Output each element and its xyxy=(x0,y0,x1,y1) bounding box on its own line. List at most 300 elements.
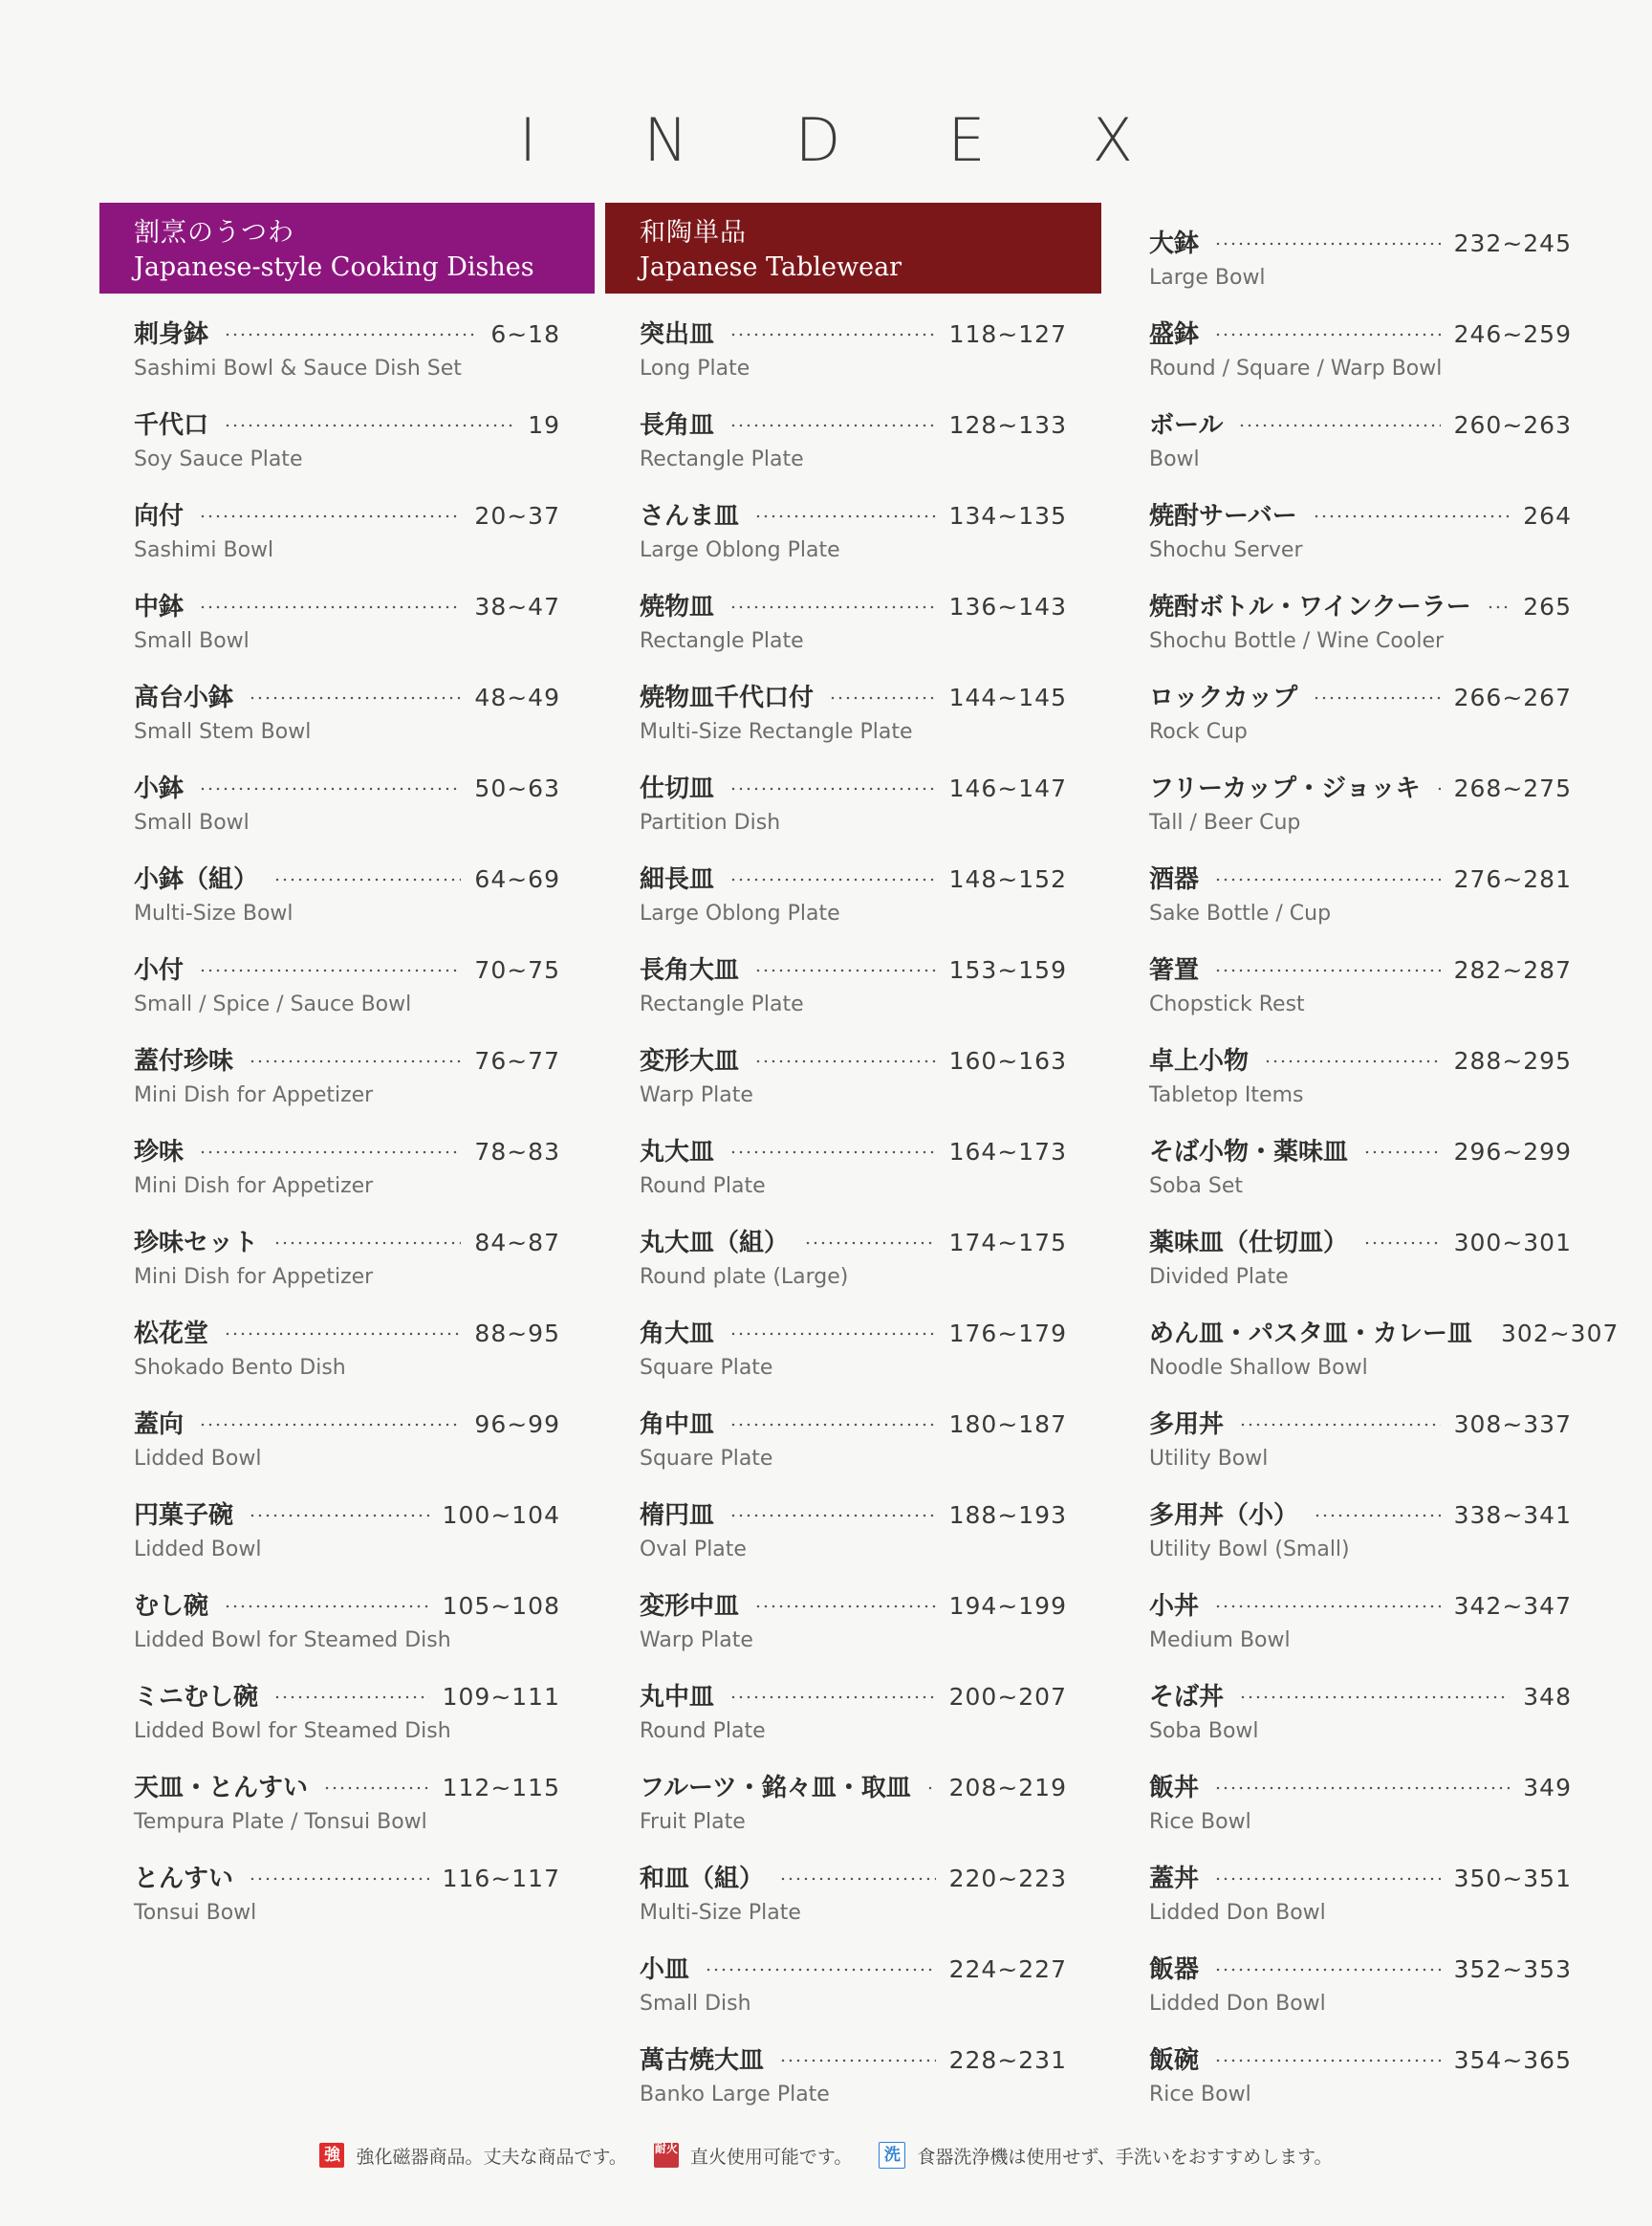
entry-line xyxy=(640,1314,1067,1354)
legend-item-handwash xyxy=(879,2142,1332,2169)
entry-jp-name: ロックカップ xyxy=(1149,684,1298,712)
dot-leader xyxy=(729,878,936,882)
dot-leader xyxy=(1214,2059,1441,2062)
entry-pages: 105~108 xyxy=(442,1592,560,1620)
entry-jp-name: 萬古焼大皿 xyxy=(640,2046,765,2075)
dot-leader xyxy=(224,1604,429,1608)
dot-leader xyxy=(199,605,461,609)
entry-en-name: Small Bowl xyxy=(134,811,250,835)
dot-leader xyxy=(926,1786,936,1790)
dot-leader xyxy=(1238,424,1440,427)
entry-en-name: Sashimi Bowl xyxy=(134,538,274,562)
entry-en-name: Tall / Beer Cup xyxy=(1149,811,1301,835)
entry-pages: 349 xyxy=(1523,1774,1572,1801)
dot-leader xyxy=(729,1514,936,1517)
dot-leader xyxy=(1313,696,1440,700)
index-entry xyxy=(640,1768,1067,1859)
entry-jp-name: 仕切皿 xyxy=(640,775,715,803)
entry-jp-name: 焼物皿千代口付 xyxy=(640,684,815,712)
index-entry xyxy=(134,860,560,950)
dot-leader xyxy=(273,878,461,882)
entry-line xyxy=(134,587,560,627)
dot-leader xyxy=(1214,242,1441,246)
entry-jp-name: 丸中皿 xyxy=(640,1683,715,1712)
entry-en-name: Round / Square / Warp Bowl xyxy=(1149,357,1443,381)
entry-jp-name: 中鉢 xyxy=(134,593,185,622)
entry-pages: 260~263 xyxy=(1453,411,1572,439)
entry-pages: 109~111 xyxy=(442,1683,560,1711)
entry-jp-name: 細長皿 xyxy=(640,865,715,894)
dot-leader xyxy=(1239,1695,1510,1699)
fireproof-icon: 耐火 xyxy=(654,2143,679,2168)
entry-en-name: Multi-Size Rectangle Plate xyxy=(640,720,913,744)
entry-pages: 76~77 xyxy=(474,1047,560,1075)
entry-line xyxy=(134,1223,560,1263)
entry-en-name: Divided Plate xyxy=(1149,1265,1289,1289)
entry-jp-name: 向付 xyxy=(134,502,185,531)
dot-leader xyxy=(779,1877,936,1881)
entry-jp-name: 松花堂 xyxy=(134,1320,209,1348)
index-entry xyxy=(640,496,1067,587)
index-entry xyxy=(640,1495,1067,1586)
entry-line xyxy=(1149,1314,1619,1354)
index-entry xyxy=(1149,587,1572,678)
index-entry xyxy=(1149,1041,1572,1132)
dot-leader xyxy=(779,2059,936,2062)
entry-en-name: Square Plate xyxy=(640,1447,773,1471)
entry-pages: 116~117 xyxy=(442,1865,560,1892)
section-header-tableware xyxy=(605,203,1101,294)
entry-pages: 208~219 xyxy=(948,1774,1067,1801)
entry-en-name: Tonsui Bowl xyxy=(134,1901,257,1925)
entry-pages: 296~299 xyxy=(1453,1138,1572,1166)
entry-line xyxy=(1149,587,1572,627)
entry-jp-name: 小鉢（組） xyxy=(134,865,259,894)
reinforced-icon: 強 xyxy=(319,2143,344,2168)
handwash-icon: 洗 xyxy=(879,2142,905,2169)
entry-jp-name: 焼酎サーバー xyxy=(1149,502,1297,531)
entry-jp-name: 酒器 xyxy=(1149,865,1200,894)
legend-item-fireproof xyxy=(654,2143,852,2169)
dot-leader xyxy=(1313,514,1511,518)
entry-jp-name: 円菓子碗 xyxy=(134,1501,234,1530)
entry-line xyxy=(1149,1586,1572,1626)
index-entry xyxy=(1149,1132,1572,1223)
entry-en-name: Medium Bowl xyxy=(1149,1628,1291,1652)
dot-leader xyxy=(1487,605,1511,609)
index-entry xyxy=(134,1495,560,1586)
index-entry xyxy=(640,769,1067,860)
dot-leader xyxy=(1214,969,1441,972)
entry-line xyxy=(640,1495,1067,1536)
dot-leader xyxy=(249,1059,461,1063)
entry-en-name: Large Oblong Plate xyxy=(640,538,840,562)
entry-en-name: Large Oblong Plate xyxy=(640,902,840,926)
entry-en-name: Oval Plate xyxy=(640,1538,747,1561)
legend-footer xyxy=(0,2142,1652,2169)
entry-pages: 144~145 xyxy=(948,684,1067,711)
entry-pages: 348 xyxy=(1523,1683,1572,1711)
dot-leader xyxy=(754,969,936,972)
index-entry xyxy=(640,1405,1067,1495)
index-entry xyxy=(1149,1314,1619,1405)
entry-pages: 246~259 xyxy=(1453,320,1572,348)
entry-jp-name: 千代口 xyxy=(134,411,209,440)
index-entry xyxy=(1149,1859,1572,1950)
entry-line xyxy=(1149,1405,1572,1445)
entry-en-name: Rice Bowl xyxy=(1149,2083,1251,2106)
entry-en-name: Warp Plate xyxy=(640,1628,753,1652)
entry-jp-name: そば小物・薬味皿 xyxy=(1149,1138,1349,1167)
entry-line xyxy=(1149,1677,1572,1717)
dot-leader xyxy=(729,1423,936,1427)
entry-line xyxy=(1149,678,1572,718)
entry-line xyxy=(1149,496,1572,536)
entry-line xyxy=(134,496,560,536)
entry-en-name: Lidded Bowl for Steamed Dish xyxy=(134,1719,451,1743)
entry-line xyxy=(640,1041,1067,1081)
dot-leader xyxy=(754,1604,936,1608)
entry-pages: 164~173 xyxy=(948,1138,1067,1166)
section-header-cooking-dishes xyxy=(99,203,595,294)
entry-en-name: Small Dish xyxy=(640,1992,751,2016)
section-header-en: Japanese Tablewear xyxy=(640,252,902,282)
entry-jp-name: 飯丼 xyxy=(1149,1774,1200,1802)
dot-leader xyxy=(729,1332,936,1336)
entry-jp-name: 飯器 xyxy=(1149,1955,1200,1984)
index-entry xyxy=(640,1586,1067,1677)
index-entry xyxy=(134,769,560,860)
dot-leader xyxy=(1436,787,1441,791)
entry-line xyxy=(134,405,560,446)
dot-leader xyxy=(1214,1604,1441,1608)
legend-text: 食器洗浄機は使用せず、手洗いをおすすめします。 xyxy=(917,2146,1333,2168)
entry-pages: 266~267 xyxy=(1453,684,1572,711)
entry-line xyxy=(134,860,560,900)
index-entry xyxy=(640,860,1067,950)
entry-jp-name: 刺身鉢 xyxy=(134,320,209,349)
entry-en-name: Soy Sauce Plate xyxy=(134,447,303,471)
index-entry xyxy=(1149,1223,1572,1314)
index-entry xyxy=(640,1041,1067,1132)
entry-en-name: Small Stem Bowl xyxy=(134,720,312,744)
entry-pages: 19 xyxy=(528,411,560,439)
entry-line xyxy=(134,1041,560,1081)
dot-leader xyxy=(729,1695,936,1699)
index-entry xyxy=(640,315,1067,405)
entry-jp-name: 高台小鉢 xyxy=(134,684,234,712)
entry-line xyxy=(1149,860,1572,900)
index-entry xyxy=(1149,405,1572,496)
entry-en-name: Shokado Bento Dish xyxy=(134,1356,346,1380)
entry-en-name: Chopstick Rest xyxy=(1149,993,1305,1016)
entry-pages: 112~115 xyxy=(442,1774,560,1801)
entry-jp-name: 薬味皿（仕切皿） xyxy=(1149,1229,1349,1257)
entry-line xyxy=(134,1677,560,1717)
entry-jp-name: めん皿・パスタ皿・カレー皿 xyxy=(1149,1320,1473,1348)
dot-leader xyxy=(1363,1150,1441,1154)
entry-pages: 64~69 xyxy=(474,865,560,893)
index-entry xyxy=(640,1859,1067,1950)
entry-en-name: Fruit Plate xyxy=(640,1810,746,1834)
legend-text: 強化磁器商品。丈夫な商品です。 xyxy=(356,2146,627,2168)
entry-jp-name: 小皿 xyxy=(640,1955,690,1984)
entry-pages: 300~301 xyxy=(1453,1229,1572,1256)
entry-jp-name: 蓋向 xyxy=(134,1410,185,1439)
entry-line xyxy=(640,678,1067,718)
entry-jp-name: 変形中皿 xyxy=(640,1592,740,1621)
entry-line xyxy=(134,1586,560,1626)
dot-leader xyxy=(199,1150,461,1154)
page-title: INDEX xyxy=(518,105,1241,175)
entry-line xyxy=(134,1495,560,1536)
entry-pages: 48~49 xyxy=(474,684,560,711)
index-entry xyxy=(640,1950,1067,2040)
entry-en-name: Lidded Bowl xyxy=(134,1538,262,1561)
entry-en-name: Lidded Don Bowl xyxy=(1149,1992,1326,2016)
entry-en-name: Banko Large Plate xyxy=(640,2083,830,2106)
entry-en-name: Partition Dish xyxy=(640,811,781,835)
index-entry xyxy=(1149,1768,1572,1859)
dot-leader xyxy=(804,1241,936,1245)
entry-pages: 118~127 xyxy=(948,320,1067,348)
entry-pages: 96~99 xyxy=(474,1410,560,1438)
index-entry xyxy=(1149,496,1572,587)
entry-jp-name: 卓上小物 xyxy=(1149,1047,1250,1076)
entry-pages: 100~104 xyxy=(442,1501,560,1529)
dot-leader xyxy=(729,605,936,609)
entry-pages: 180~187 xyxy=(948,1410,1067,1438)
entry-jp-name: とんすい xyxy=(134,1865,234,1893)
dot-leader xyxy=(224,424,514,427)
index-entry xyxy=(1149,1677,1572,1768)
entry-pages: 276~281 xyxy=(1453,865,1572,893)
entry-en-name: Tabletop Items xyxy=(1149,1083,1304,1107)
entry-en-name: Mini Dish for Appetizer xyxy=(134,1265,374,1289)
entry-pages: 302~307 xyxy=(1501,1320,1619,1347)
dot-leader xyxy=(1363,1241,1441,1245)
dot-leader xyxy=(199,1423,461,1427)
entry-jp-name: 盛鉢 xyxy=(1149,320,1200,349)
entry-line xyxy=(1149,1041,1572,1081)
entry-line xyxy=(1149,1132,1572,1172)
entry-pages: 153~159 xyxy=(948,956,1067,984)
entry-en-name: Rectangle Plate xyxy=(640,447,804,471)
entry-jp-name: 天皿・とんすい xyxy=(134,1774,309,1802)
index-entry xyxy=(134,587,560,678)
entry-pages: 224~227 xyxy=(948,1955,1067,1983)
index-entry xyxy=(134,405,560,496)
entry-line xyxy=(640,950,1067,991)
entry-line xyxy=(134,1405,560,1445)
entry-en-name: Multi-Size Bowl xyxy=(134,902,293,926)
index-entry xyxy=(1149,860,1572,950)
entry-pages: 50~63 xyxy=(474,775,560,802)
dot-leader xyxy=(273,1241,461,1245)
index-entry xyxy=(640,2040,1067,2131)
entry-list xyxy=(1111,203,1619,2131)
entry-list xyxy=(605,315,1101,2131)
entry-line xyxy=(1149,1495,1572,1536)
entry-line xyxy=(640,405,1067,446)
index-entry xyxy=(640,1223,1067,1314)
index-entry xyxy=(134,1677,560,1768)
index-entry xyxy=(134,496,560,587)
dot-leader xyxy=(729,424,936,427)
entry-line xyxy=(640,860,1067,900)
entry-pages: 160~163 xyxy=(948,1047,1067,1075)
entry-jp-name: 珍味セット xyxy=(134,1229,259,1257)
entry-jp-name: 突出皿 xyxy=(640,320,715,349)
entry-pages: 84~87 xyxy=(474,1229,560,1256)
entry-line xyxy=(640,587,1067,627)
entry-jp-name: 和皿（組） xyxy=(640,1865,765,1893)
entry-line xyxy=(640,315,1067,355)
index-entry xyxy=(134,1132,560,1223)
entry-pages: 136~143 xyxy=(948,593,1067,621)
entry-pages: 342~347 xyxy=(1453,1592,1572,1620)
index-entry xyxy=(640,1314,1067,1405)
entry-en-name: Square Plate xyxy=(640,1356,773,1380)
index-column-3 xyxy=(1111,203,1619,2131)
index-entry xyxy=(1149,315,1572,405)
entry-line xyxy=(640,1586,1067,1626)
entry-jp-name: そば丼 xyxy=(1149,1683,1225,1712)
index-entry xyxy=(134,1314,560,1405)
entry-line xyxy=(640,2040,1067,2081)
dot-leader xyxy=(224,1332,461,1336)
entry-pages: 128~133 xyxy=(948,411,1067,439)
entry-jp-name: 珍味 xyxy=(134,1138,185,1167)
entry-en-name: Warp Plate xyxy=(640,1083,753,1107)
entry-jp-name: ボール xyxy=(1149,411,1224,440)
dot-leader xyxy=(1314,1514,1441,1517)
index-entry xyxy=(1149,769,1572,860)
entry-en-name: Sashimi Bowl & Sauce Dish Set xyxy=(134,357,462,381)
index-entry xyxy=(1149,1405,1572,1495)
entry-pages: 38~47 xyxy=(474,593,560,621)
entry-pages: 354~365 xyxy=(1453,2046,1572,2074)
entry-pages: 220~223 xyxy=(948,1865,1067,1892)
entry-pages: 228~231 xyxy=(948,2046,1067,2074)
index-entry xyxy=(1149,1586,1572,1677)
dot-leader xyxy=(1214,333,1441,337)
dot-leader xyxy=(199,514,461,518)
dot-leader xyxy=(705,1968,936,1972)
index-entry xyxy=(134,1586,560,1677)
entry-pages: 148~152 xyxy=(948,865,1067,893)
entry-jp-name: 多用丼（小） xyxy=(1149,1501,1299,1530)
dot-leader xyxy=(1214,1968,1441,1972)
entry-line xyxy=(640,1768,1067,1808)
entry-line xyxy=(134,950,560,991)
entry-line xyxy=(134,769,560,809)
entry-pages: 146~147 xyxy=(948,775,1067,802)
dot-leader xyxy=(1214,1786,1510,1790)
index-entry xyxy=(134,950,560,1041)
dot-leader xyxy=(199,969,461,972)
entry-line xyxy=(1149,1950,1572,1990)
entry-jp-name: 長角大皿 xyxy=(640,956,740,985)
entry-pages: 188~193 xyxy=(948,1501,1067,1529)
entry-en-name: Rectangle Plate xyxy=(640,629,804,653)
dot-leader xyxy=(1239,1423,1441,1427)
entry-jp-name: 角大皿 xyxy=(640,1320,715,1348)
index-column-1 xyxy=(99,203,595,1950)
entry-line xyxy=(1149,405,1572,446)
entry-jp-name: 丸大皿（組） xyxy=(640,1229,790,1257)
entry-line xyxy=(640,1132,1067,1172)
entry-jp-name: 多用丼 xyxy=(1149,1410,1225,1439)
dot-leader xyxy=(729,1150,936,1154)
entry-en-name: Utility Bowl xyxy=(1149,1447,1269,1471)
entry-line xyxy=(1149,1859,1572,1899)
entry-en-name: Utility Bowl (Small) xyxy=(1149,1538,1350,1561)
index-entry xyxy=(640,1132,1067,1223)
entry-jp-name: 飯碗 xyxy=(1149,2046,1200,2075)
entry-line xyxy=(640,1677,1067,1717)
entry-line xyxy=(134,1132,560,1172)
entry-line xyxy=(1149,315,1572,355)
entry-jp-name: 変形大皿 xyxy=(640,1047,740,1076)
index-entry xyxy=(1149,1950,1572,2040)
entry-en-name: Tempura Plate / Tonsui Bowl xyxy=(134,1810,427,1834)
dot-leader xyxy=(1264,1059,1441,1063)
entry-jp-name: 焼物皿 xyxy=(640,593,715,622)
entry-pages: 352~353 xyxy=(1453,1955,1572,1983)
entry-pages: 174~175 xyxy=(948,1229,1067,1256)
entry-pages: 78~83 xyxy=(474,1138,560,1166)
entry-line xyxy=(1149,1223,1572,1263)
entry-jp-name: フルーツ・銘々皿・取皿 xyxy=(640,1774,911,1802)
entry-jp-name: 焼酎ボトル・ワインクーラー xyxy=(1149,593,1471,622)
entry-jp-name: 蓋付珍味 xyxy=(134,1047,234,1076)
index-entry xyxy=(1149,678,1572,769)
entry-pages: 194~199 xyxy=(948,1592,1067,1620)
dot-leader xyxy=(1214,878,1441,882)
section-header-en: Japanese-style Cooking Dishes xyxy=(134,252,534,282)
entry-en-name: Bowl xyxy=(1149,447,1200,471)
index-column-2 xyxy=(605,203,1101,2131)
entry-list xyxy=(99,315,595,1950)
entry-jp-name: 角中皿 xyxy=(640,1410,715,1439)
index-entry xyxy=(134,1223,560,1314)
entry-line xyxy=(640,1405,1067,1445)
entry-en-name: Round Plate xyxy=(640,1719,766,1743)
dot-leader xyxy=(729,333,936,337)
entry-pages: 338~341 xyxy=(1453,1501,1572,1529)
entry-pages: 282~287 xyxy=(1453,956,1572,984)
entry-en-name: Large Bowl xyxy=(1149,266,1266,290)
index-entry xyxy=(640,587,1067,678)
entry-en-name: Small Bowl xyxy=(134,629,250,653)
entry-en-name: Round plate (Large) xyxy=(640,1265,849,1289)
dot-leader xyxy=(729,787,936,791)
entry-line xyxy=(134,1859,560,1899)
entry-jp-name: 丸大皿 xyxy=(640,1138,715,1167)
entry-line xyxy=(134,1314,560,1354)
entry-en-name: Shochu Bottle / Wine Cooler xyxy=(1149,629,1445,653)
entry-line xyxy=(1149,224,1572,264)
entry-en-name: Noodle Shallow Bowl xyxy=(1149,1356,1368,1380)
entry-line xyxy=(1149,1768,1572,1808)
entry-line xyxy=(640,1223,1067,1263)
entry-jp-name: ミニむし碗 xyxy=(134,1683,259,1712)
entry-line xyxy=(134,1768,560,1808)
dot-leader xyxy=(199,787,461,791)
entry-en-name: Lidded Don Bowl xyxy=(1149,1901,1326,1925)
entry-pages: 20~37 xyxy=(474,502,560,530)
